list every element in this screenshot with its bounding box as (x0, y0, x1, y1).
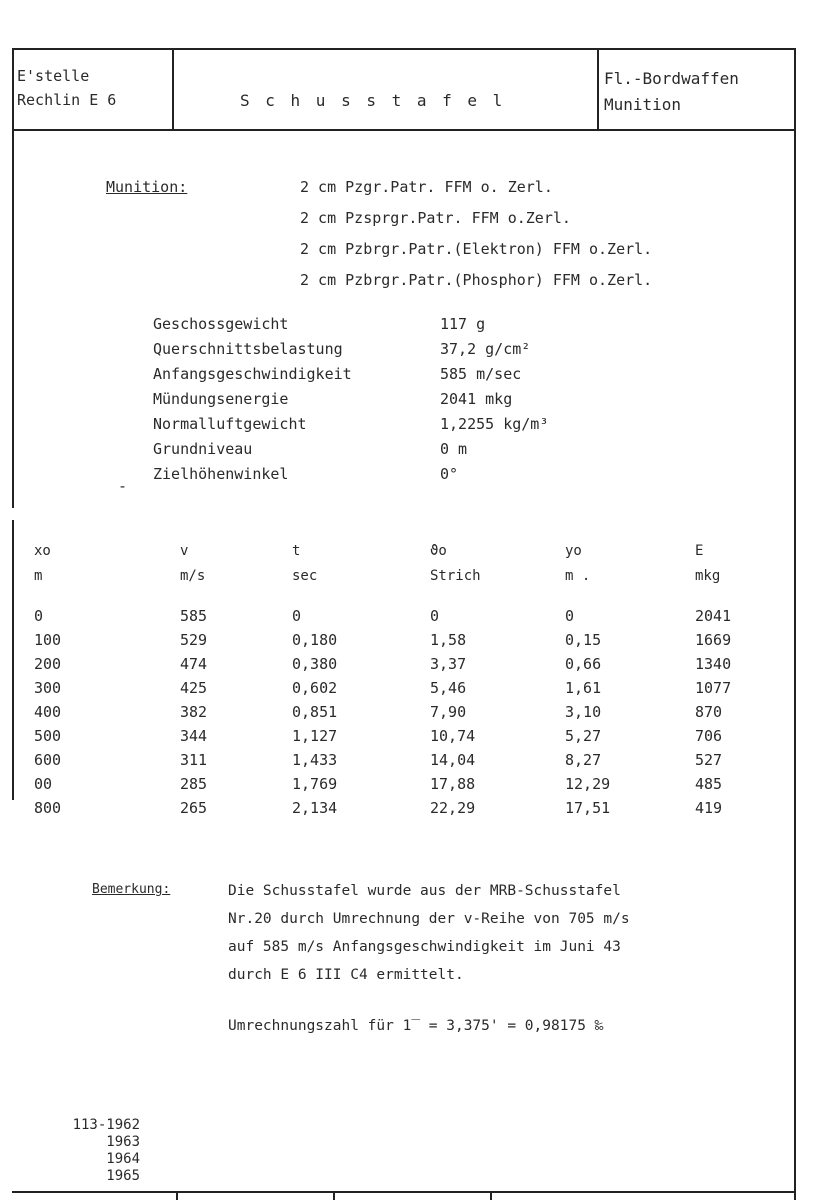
cell-drop: 17,51 (565, 799, 611, 817)
cell-drop: 1,61 (565, 679, 602, 697)
footer-divider-3 (490, 1191, 492, 1200)
param-row (153, 337, 548, 362)
cell-drop: 0,15 (565, 631, 602, 649)
issuing-office (17, 64, 116, 112)
cell-energy: 1340 (695, 655, 732, 673)
cell-range: 400 (34, 703, 62, 721)
cell-drop: 8,27 (565, 751, 602, 769)
office-line-1: E'stelle (17, 67, 90, 85)
footer-divider-2 (333, 1191, 335, 1200)
cell-range: 600 (34, 751, 62, 769)
header-bottom-line (12, 129, 796, 131)
cell-time: 0 (292, 607, 302, 625)
category-line-2: Munition (604, 95, 682, 114)
table-row (20, 628, 785, 652)
table-row (20, 796, 785, 820)
cell-velocity: 585 (180, 607, 208, 625)
cell-drop: 5,27 (565, 727, 602, 745)
weapon-category (604, 66, 739, 118)
cell-energy: 485 (695, 775, 723, 793)
footer-line (12, 1191, 796, 1193)
cell-time: 0,602 (292, 679, 338, 697)
munition-item: 2 cm Pzgr.Patr. FFM o. Zerl. (300, 178, 553, 196)
param-row (153, 437, 548, 462)
document-title: S c h u s s t a f e l (240, 91, 506, 110)
unit-angle: Strich (430, 568, 481, 584)
param-value: 117 g (440, 315, 486, 333)
cell-velocity: 285 (180, 775, 208, 793)
archive-number: 1964 (106, 1151, 140, 1167)
munition-label: Munition: (106, 178, 188, 196)
table-header-row (20, 540, 785, 562)
cell-time: 0,180 (292, 631, 338, 649)
param-row (153, 462, 548, 487)
cell-time: 0,851 (292, 703, 338, 721)
cell-drop: 0,66 (565, 655, 602, 673)
conversion-factor: Umrechnungszahl für 1‾ = 3,375' = 0,98175 ‰ (228, 1018, 604, 1034)
param-row (153, 387, 548, 412)
cell-energy: 2041 (695, 607, 732, 625)
table-row (20, 772, 785, 796)
param-value: 1,2255 kg/m³ (440, 415, 549, 433)
param-row (153, 412, 548, 437)
cell-angle: 3,37 (430, 655, 467, 673)
remark-label: Bemerkung: (92, 882, 171, 897)
table-row (20, 748, 785, 772)
firing-table (20, 540, 785, 820)
header-divider-right (597, 48, 599, 130)
param-value: 0 m (440, 440, 468, 458)
param-key: Anfangsgeschwindigkeit (153, 365, 352, 383)
cell-angle: 5,46 (430, 679, 467, 697)
cell-angle: 1,58 (430, 631, 467, 649)
archive-numbers (50, 1117, 140, 1185)
param-row (153, 362, 548, 387)
cell-time: 2,134 (292, 799, 338, 817)
param-value: 0° (440, 465, 459, 483)
category-line-1: Fl.-Bordwaffen (604, 69, 739, 88)
remark-line: auf 585 m/s Anfangsgeschwindigkeit im Juni 43 (228, 939, 621, 955)
remark-line: durch E 6 III C4 ermittelt. (228, 967, 464, 983)
param-value: 585 m/sec (440, 365, 522, 383)
param-key: Geschossgewicht (153, 315, 289, 333)
table-row (20, 604, 785, 628)
col-header-drop: yo (565, 543, 582, 559)
cell-range: 0 (34, 607, 44, 625)
left-border-lower (12, 520, 14, 800)
cell-energy: 527 (695, 751, 723, 769)
unit-time: sec (292, 568, 318, 584)
remark-text (228, 877, 630, 989)
unit-energy: mkg (695, 568, 721, 584)
table-units-row (20, 562, 785, 590)
remark-line: Die Schusstafel wurde aus der MRB-Schusstafel (228, 883, 621, 899)
archive-number: 1963 (106, 1134, 140, 1150)
cell-time: 0,380 (292, 655, 338, 673)
cell-angle: 22,29 (430, 799, 476, 817)
param-key: Querschnittsbelastung (153, 340, 343, 358)
munition-item: 2 cm Pzbrgr.Patr.(Elektron) FFM o.Zerl. (300, 240, 653, 258)
param-value: 37,2 g/cm² (440, 340, 531, 358)
cell-velocity: 474 (180, 655, 208, 673)
cell-range: 800 (34, 799, 62, 817)
archive-number: 113-1962 (72, 1117, 140, 1133)
table-row (20, 676, 785, 700)
unit-drop: m . (565, 568, 591, 584)
unit-range: m (34, 568, 43, 584)
param-row (153, 312, 548, 337)
param-key: Grundniveau (153, 440, 253, 458)
cell-angle: 10,74 (430, 727, 476, 745)
cell-drop: 3,10 (565, 703, 602, 721)
col-header-velocity: v (180, 543, 189, 559)
cell-velocity: 529 (180, 631, 208, 649)
cell-angle: 0 (430, 607, 440, 625)
cell-energy: 1077 (695, 679, 732, 697)
archive-number: 1965 (106, 1168, 140, 1184)
param-key: Mündungsenergie (153, 390, 289, 408)
munition-item: 2 cm Pzsprgr.Patr. FFM o.Zerl. (300, 209, 571, 227)
remark-line: Nr.20 durch Umrechnung der v-Reihe von 705 m/s (228, 911, 630, 927)
cell-velocity: 311 (180, 751, 208, 769)
cell-range: 100 (34, 631, 62, 649)
cell-velocity: 344 (180, 727, 208, 745)
cell-energy: 706 (695, 727, 723, 745)
header-divider-left (172, 48, 174, 130)
munition-list (300, 172, 652, 296)
cell-energy: 419 (695, 799, 723, 817)
ballistic-parameters (153, 312, 548, 487)
param-value: 2041 mkg (440, 390, 513, 408)
cell-drop: 0 (565, 607, 575, 625)
col-header-range: xo (34, 543, 51, 559)
cell-velocity: 425 (180, 679, 208, 697)
table-row (20, 724, 785, 748)
right-border (794, 48, 796, 1200)
cell-velocity: 382 (180, 703, 208, 721)
top-border (12, 48, 796, 50)
col-header-angle: ϑo (430, 543, 447, 559)
cell-time: 1,433 (292, 751, 338, 769)
param-key: Normalluftgewicht (153, 415, 307, 433)
cell-range: 200 (34, 655, 62, 673)
cell-energy: 1669 (695, 631, 732, 649)
col-header-time: t (292, 543, 301, 559)
cell-angle: 7,90 (430, 703, 467, 721)
table-row (20, 700, 785, 724)
cell-velocity: 265 (180, 799, 208, 817)
cell-range: 500 (34, 727, 62, 745)
cell-energy: 870 (695, 703, 723, 721)
cell-time: 1,769 (292, 775, 338, 793)
cell-angle: 14,04 (430, 751, 476, 769)
parameter-dash: - (118, 477, 128, 495)
left-border-upper (12, 48, 14, 508)
cell-time: 1,127 (292, 727, 338, 745)
unit-velocity: m/s (180, 568, 206, 584)
office-line-2: Rechlin E 6 (17, 91, 117, 109)
footer-divider-1 (176, 1191, 178, 1200)
table-row (20, 652, 785, 676)
cell-drop: 12,29 (565, 775, 611, 793)
cell-range: 300 (34, 679, 62, 697)
cell-angle: 17,88 (430, 775, 476, 793)
munition-item: 2 cm Pzbrgr.Patr.(Phosphor) FFM o.Zerl. (300, 271, 653, 289)
cell-range: 00 (34, 775, 53, 793)
param-key: Zielhöhenwinkel (153, 465, 289, 483)
col-header-energy: E (695, 543, 704, 559)
